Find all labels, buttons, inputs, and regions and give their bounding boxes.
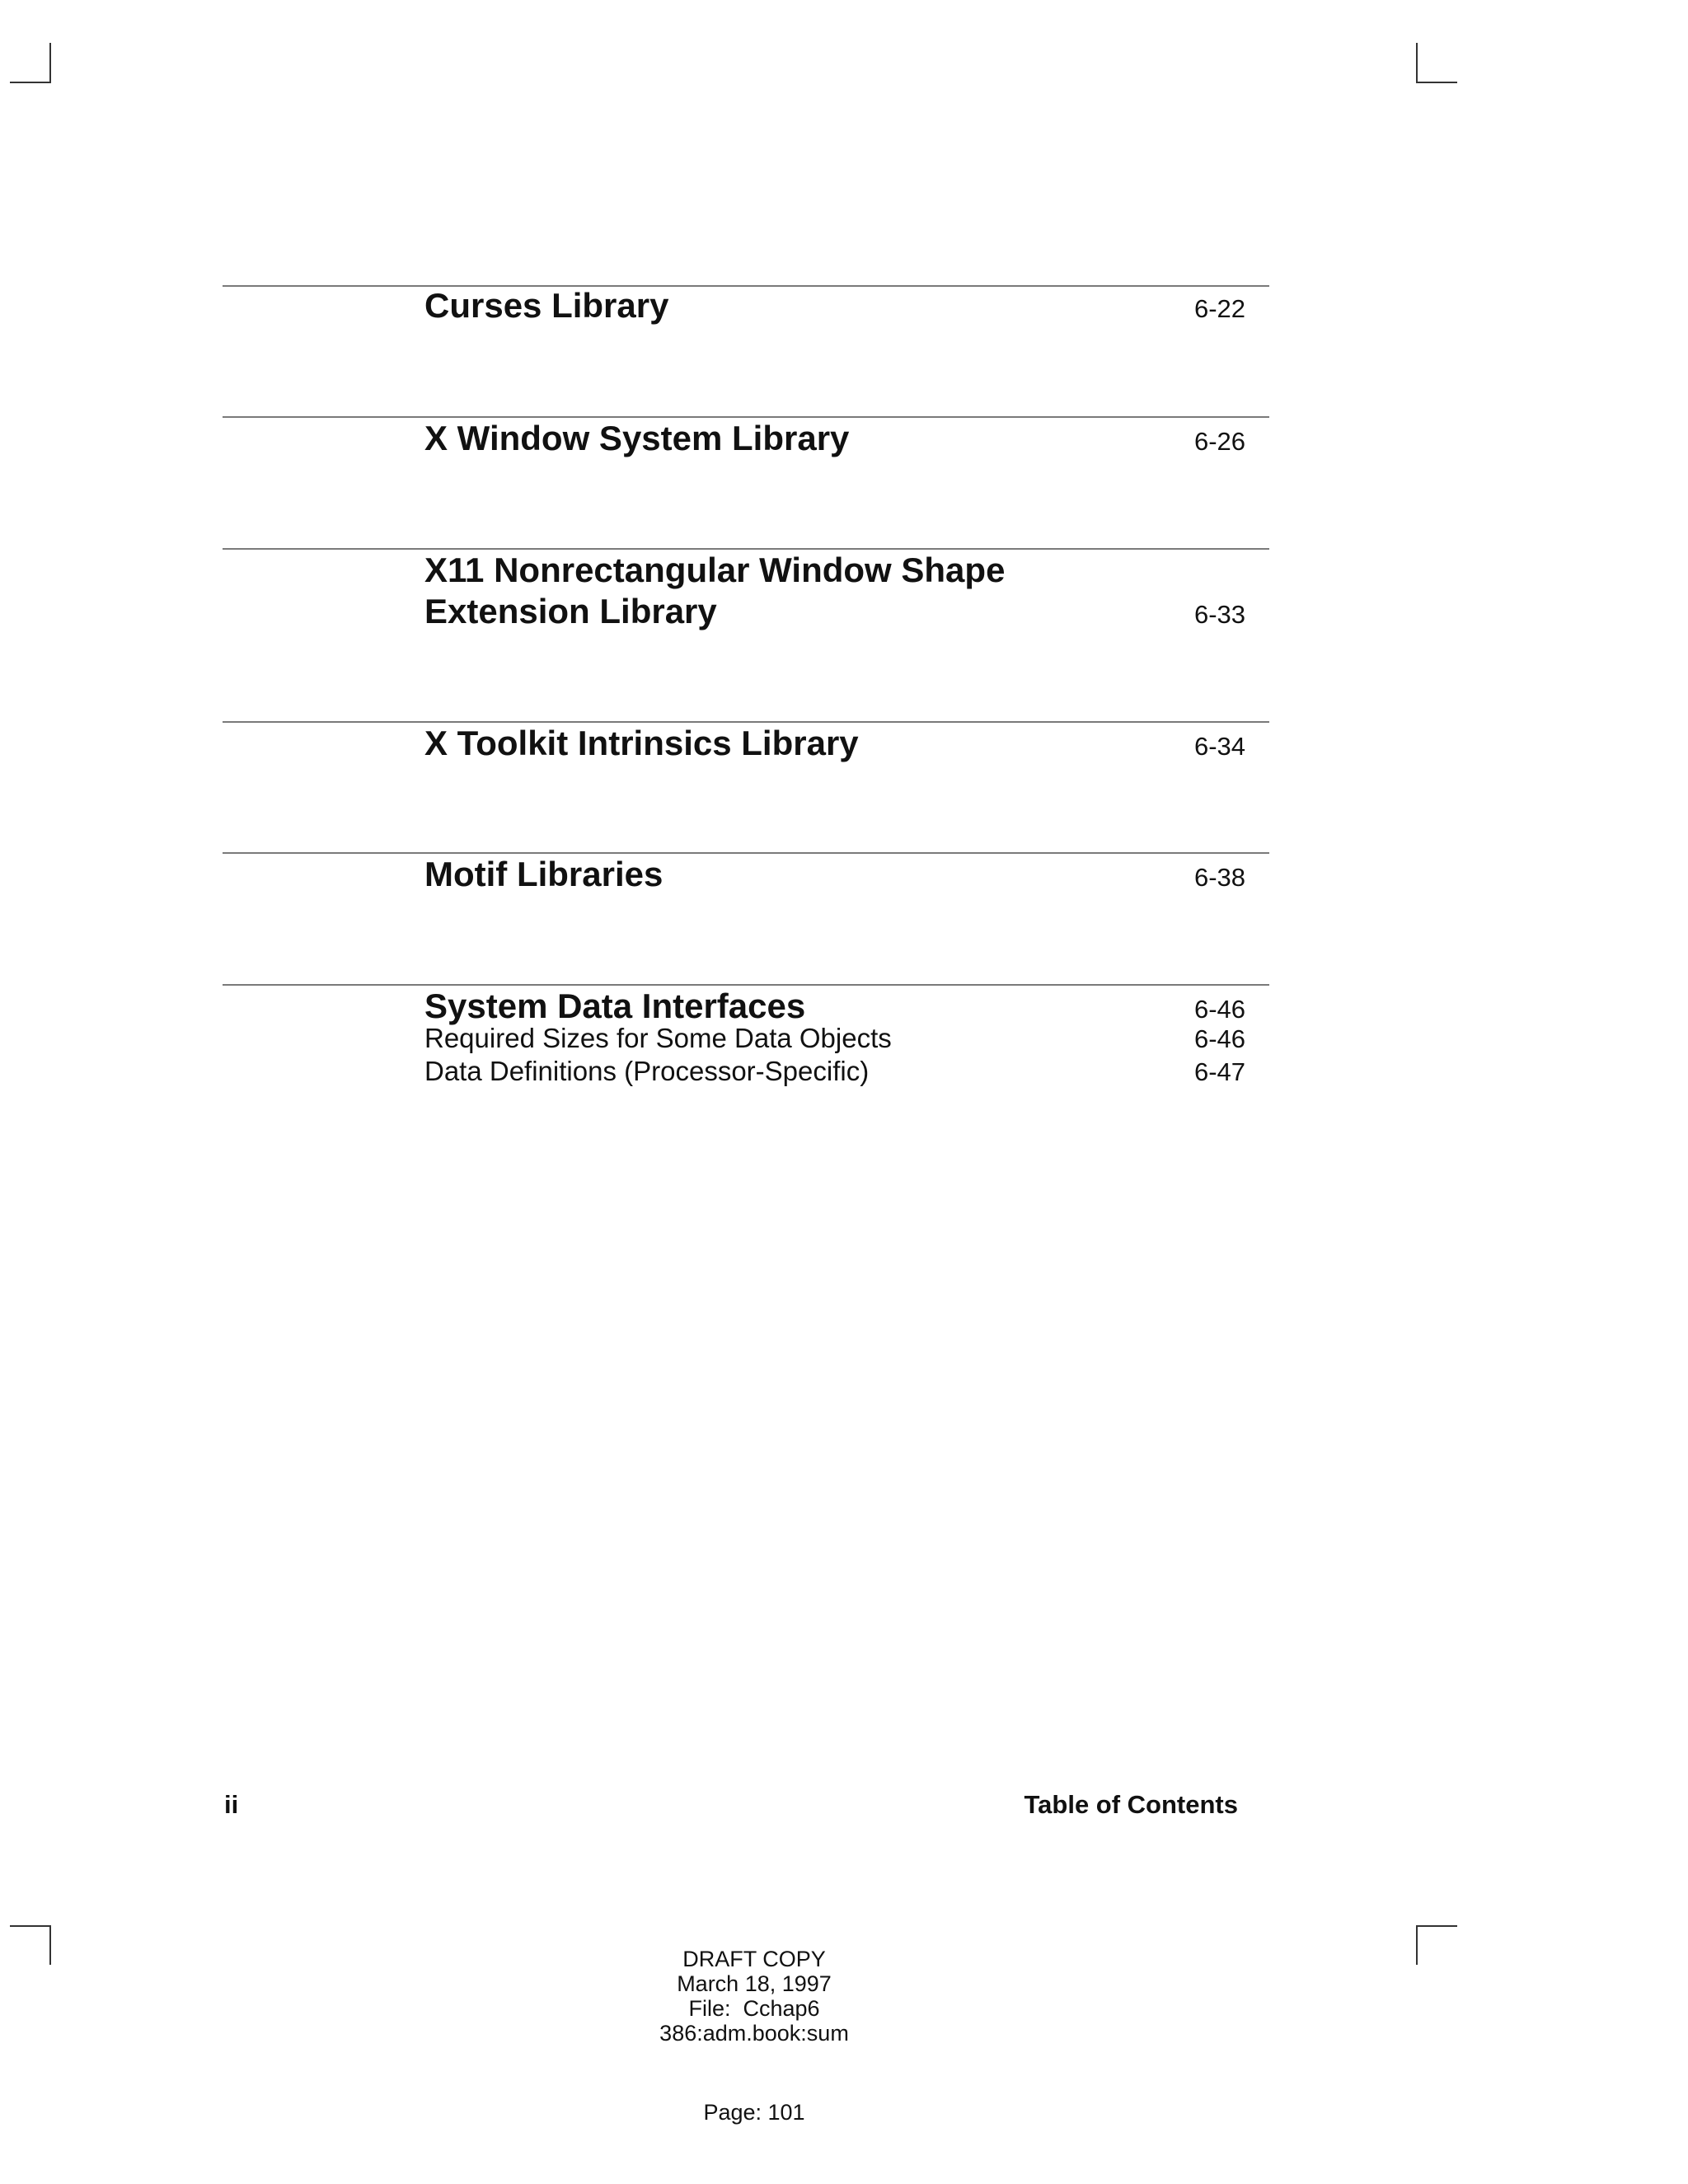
toc-subentry (424, 1055, 1245, 1088)
toc-heading: X Window System Library (424, 419, 850, 457)
toc-heading: System Data Interfaces (424, 987, 806, 1025)
toc-subentry (424, 1022, 1245, 1055)
toc-page-number: 6-46 (1193, 995, 1245, 1024)
toc-page-number: 6-33 (1193, 600, 1245, 629)
footer-section-title: Table of Contents (1024, 1790, 1238, 1819)
toc-subentry-page-number: 6-47 (1193, 1057, 1245, 1086)
toc-subentry-page-number: 6-46 (1193, 1024, 1245, 1053)
toc-heading: Curses Library (424, 286, 669, 325)
toc-heading-line-2: Extension Library (424, 592, 717, 630)
toc-heading: X Toolkit Intrinsics Library (424, 724, 859, 762)
page-label: Page: 101 (703, 2100, 805, 2125)
draft-line: DRAFT COPY (682, 1947, 826, 1971)
toc-page-number: 6-22 (1193, 294, 1245, 323)
footer-page-number: ii (224, 1790, 239, 1819)
toc-page-number: 6-26 (1193, 427, 1245, 456)
toc-subentry-title: Data Definitions (Processor-Specific) (424, 1056, 870, 1086)
toc-subentry-title: Required Sizes for Some Data Objects (424, 1023, 892, 1053)
draft-file: File: Cchap6 (688, 1996, 820, 2021)
toc-heading: Motif Libraries (424, 855, 663, 893)
draft-book: 386:adm.book:sum (659, 2021, 849, 2046)
toc-page-number: 6-34 (1193, 732, 1245, 761)
toc-page-number: 6-38 (1193, 863, 1245, 892)
draft-date: March 18, 1997 (677, 1971, 832, 1996)
draft-stamp (589, 1947, 919, 2046)
toc-heading-line-1: X11 Nonrectangular Window Shape (424, 551, 1006, 589)
